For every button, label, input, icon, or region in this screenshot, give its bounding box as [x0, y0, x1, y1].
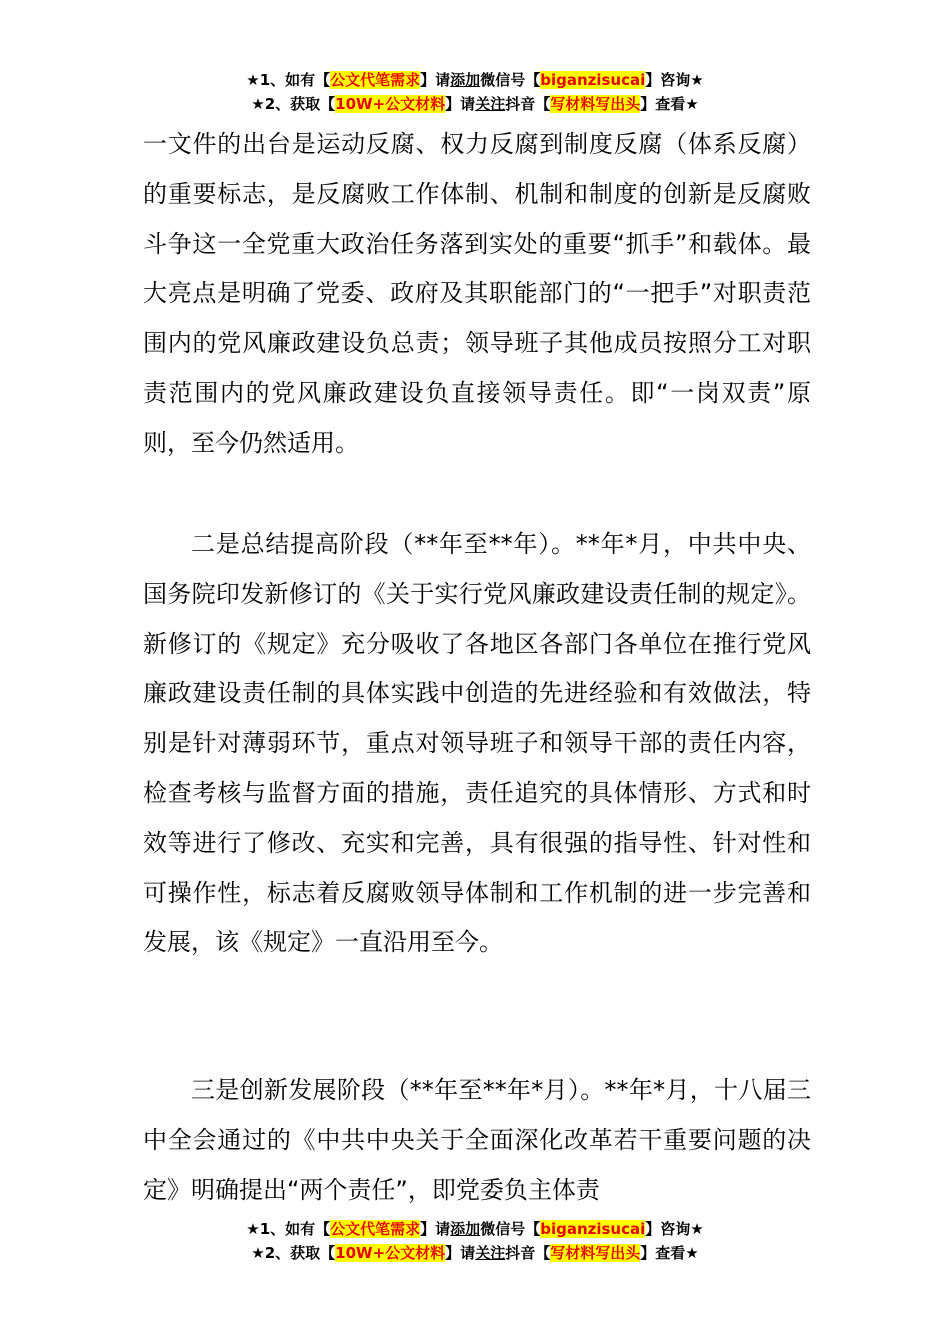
highlight-douyin-account: 写材料写出头 — [550, 1244, 641, 1262]
paragraph-1: 一文件的出台是运动反腐、权力反腐到制度反腐（体系反腐）的重要标志，是反腐败工作体制、机制和制度的创新是反腐败斗争这一全党重大政治任务落到实处的重要“抓手”和载体。最大亮点是明确了党委、政府及其职能部门的“一把手”对职责范围内的党风廉政建设负总责；领导班子其他成员按照分工对职责范围内的党风廉政建设负直接领导责任。即“一岗双责”原则，至今仍然适用。 — [143, 130, 811, 457]
paragraph-3: 三是创新发展阶段（**年至**年*月）。**年*月，十八届三中全会通过的《中共中央关于全面深化改革若干重要问题的决定》明确提出“两个责任”，即党委负主体责 — [143, 1076, 811, 1204]
banner-text: 1、如有【 — [259, 1220, 331, 1238]
banner-text: 1、如有【 — [259, 71, 331, 89]
banner-text: 】请 — [445, 95, 476, 113]
banner-text: 】请 — [445, 1244, 476, 1262]
highlight-douyin-account: 写材料写出头 — [550, 95, 641, 113]
banner-line-1 — [0, 1217, 950, 1241]
star-icon: ★ — [690, 1220, 704, 1238]
paragraph-2: 二是总结提高阶段（**年至**年）。**年*月，中共中央、国务院印发新修订的《关于实行党风廉政建设责任制的规定》。新修订的《规定》充分吸收了各地区各部门各单位在推行党风廉政建设责任制的具体实践中创造的先进经验和有效做法，特别是针对薄弱环节，重点对领导班子和领导干部的责任内容，检查考核与监督方面的措施，责任追究的具体情形、方式和时效等进行了修改、充实和完善，具有很强的指导性、针对性和可操作性，标志着反腐败领导体制和工作机制的进一步完善和发展，该《规定》一直沿用至今。 — [143, 530, 811, 957]
header-banner — [0, 68, 950, 116]
highlight-materials: 10W+公文材料 — [335, 1244, 446, 1262]
underlined-text: 添加 — [450, 71, 481, 89]
banner-text: 】咨询 — [645, 1220, 691, 1238]
star-icon: ★ — [246, 1220, 260, 1238]
banner-text: 2、获取【 — [264, 95, 336, 113]
banner-text: 】请 — [420, 1220, 451, 1238]
star-icon: ★ — [251, 1244, 265, 1262]
highlight-service: 公文代笔需求 — [330, 1220, 421, 1238]
banner-text: 抖音【 — [505, 1244, 551, 1262]
banner-text: 微信号【 — [480, 1220, 541, 1238]
banner-text: 2、获取【 — [264, 1244, 336, 1262]
highlight-service: 公文代笔需求 — [330, 71, 421, 89]
banner-text: 】请 — [420, 71, 451, 89]
banner-line-1 — [0, 68, 950, 92]
star-icon: ★ — [685, 95, 699, 113]
underlined-text: 关注 — [475, 1244, 506, 1262]
banner-text: 微信号【 — [480, 71, 541, 89]
banner-text: 】咨询 — [645, 71, 691, 89]
highlight-materials: 10W+公文材料 — [335, 95, 446, 113]
highlight-wechat-id: biganzisucai — [540, 71, 646, 89]
banner-text: 抖音【 — [505, 95, 551, 113]
underlined-text: 添加 — [450, 1220, 481, 1238]
banner-line-2 — [0, 92, 950, 116]
star-icon: ★ — [685, 1244, 699, 1262]
banner-text: 】查看 — [640, 1244, 686, 1262]
star-icon: ★ — [251, 95, 265, 113]
star-icon: ★ — [246, 71, 260, 89]
footer-banner — [0, 1217, 950, 1265]
underlined-text: 关注 — [475, 95, 506, 113]
banner-line-2 — [0, 1241, 950, 1265]
star-icon: ★ — [690, 71, 704, 89]
banner-text: 】查看 — [640, 95, 686, 113]
highlight-wechat-id: biganzisucai — [540, 1220, 646, 1238]
